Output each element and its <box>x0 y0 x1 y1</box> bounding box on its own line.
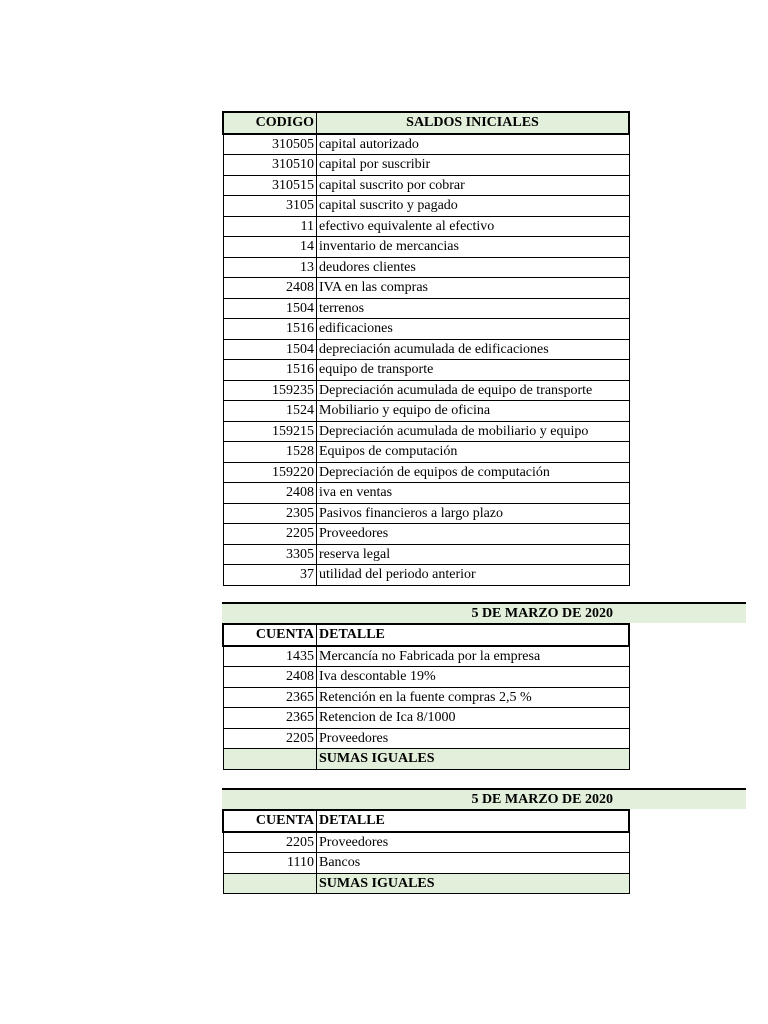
account-description: Proveedores <box>317 524 630 545</box>
table-row <box>223 462 629 483</box>
entry1-sum-row <box>223 749 629 770</box>
account-description: equipo de transporte <box>317 360 630 381</box>
account-code: 2408 <box>223 278 317 299</box>
table-row <box>223 708 629 729</box>
account-description: deudores clientes <box>317 257 630 278</box>
account-description: Depreciación de equipos de computación <box>317 462 630 483</box>
account-description: Retencion de Ica 8/1000 <box>317 708 630 729</box>
detalle-header: DETALLE <box>317 624 630 646</box>
account-description: Depreciación acumulada de mobiliario y equipo <box>317 421 630 442</box>
account-description: Equipos de computación <box>317 442 630 463</box>
account-description: Depreciación acumulada de equipo de transporte <box>317 380 630 401</box>
account-description: Retención en la fuente compras 2,5 % <box>317 687 630 708</box>
account-code: 310505 <box>223 134 317 155</box>
account-description: Pasivos financieros a largo plazo <box>317 503 630 524</box>
saldos-title-header: SALDOS INICIALES <box>317 112 630 134</box>
account-code: 2205 <box>223 728 317 749</box>
account-description: iva en ventas <box>317 483 630 504</box>
table-row <box>223 155 629 176</box>
detalle-header: DETALLE <box>317 810 630 832</box>
account-description: efectivo equivalente al efectivo <box>317 216 630 237</box>
account-description: Iva descontable 19% <box>317 667 630 688</box>
entry1-sum-label: SUMAS IGUALES <box>317 749 630 770</box>
account-code: 159220 <box>223 462 317 483</box>
account-code: 13 <box>223 257 317 278</box>
account-description: capital suscrito y pagado <box>317 196 630 217</box>
account-description: edificaciones <box>317 319 630 340</box>
account-code: 2205 <box>223 832 317 853</box>
account-description: Proveedores <box>317 728 630 749</box>
cuenta-header: CUENTA <box>223 624 317 646</box>
account-code: 2408 <box>223 667 317 688</box>
entry2-date: 5 DE MARZO DE 2020 <box>471 792 613 807</box>
table-row <box>223 687 629 708</box>
saldos-body <box>223 134 629 586</box>
table-row <box>223 380 629 401</box>
account-code: 2408 <box>223 483 317 504</box>
entry1-header-row <box>223 624 629 646</box>
account-description: capital suscrito por cobrar <box>317 175 630 196</box>
account-description: utilidad del periodo anterior <box>317 565 630 586</box>
account-code: 14 <box>223 237 317 258</box>
table-row <box>223 544 629 565</box>
account-code: 1516 <box>223 319 317 340</box>
table-row <box>223 442 629 463</box>
entry2-sum-label: SUMAS IGUALES <box>317 873 630 894</box>
table-row <box>223 503 629 524</box>
entry1-date: 5 DE MARZO DE 2020 <box>471 606 613 621</box>
account-description: Proveedores <box>317 832 630 853</box>
account-code: 37 <box>223 565 317 586</box>
account-code: 1504 <box>223 339 317 360</box>
account-description: terrenos <box>317 298 630 319</box>
entry1-date-band <box>222 602 746 623</box>
table-row <box>223 483 629 504</box>
entry2-sum-row <box>223 873 629 894</box>
table-row <box>223 278 629 299</box>
table-row <box>223 524 629 545</box>
account-description: depreciación acumulada de edificaciones <box>317 339 630 360</box>
saldos-iniciales-table <box>222 111 630 586</box>
table-row <box>223 853 629 874</box>
table-row <box>223 565 629 586</box>
table-row <box>223 646 629 667</box>
account-description: Mobiliario y equipo de oficina <box>317 401 630 422</box>
account-code: 1435 <box>223 646 317 667</box>
table-row <box>223 237 629 258</box>
account-code: 159235 <box>223 380 317 401</box>
account-code: 2205 <box>223 524 317 545</box>
entry2-date-band <box>222 788 746 809</box>
table-row <box>223 319 629 340</box>
account-code: 1524 <box>223 401 317 422</box>
account-description: Mercancía no Fabricada por la empresa <box>317 646 630 667</box>
account-description: capital por suscribir <box>317 155 630 176</box>
table-row <box>223 134 629 155</box>
table-row <box>223 175 629 196</box>
saldos-header-row <box>223 112 629 134</box>
codigo-header: CODIGO <box>223 112 317 134</box>
table-row <box>223 667 629 688</box>
table-row <box>223 401 629 422</box>
account-code: 1110 <box>223 853 317 874</box>
account-code: 310515 <box>223 175 317 196</box>
table-row <box>223 421 629 442</box>
table-row <box>223 360 629 381</box>
account-description: Bancos <box>317 853 630 874</box>
entry2-sum-code <box>223 873 317 894</box>
account-code: 1516 <box>223 360 317 381</box>
entry2-header-row <box>223 810 629 832</box>
account-code: 2365 <box>223 687 317 708</box>
table-row <box>223 728 629 749</box>
account-code: 3105 <box>223 196 317 217</box>
account-code: 159215 <box>223 421 317 442</box>
entry1-body <box>223 646 629 749</box>
table-row <box>223 216 629 237</box>
account-code: 1504 <box>223 298 317 319</box>
cuenta-header: CUENTA <box>223 810 317 832</box>
account-code: 2365 <box>223 708 317 729</box>
account-code: 2305 <box>223 503 317 524</box>
account-description: reserva legal <box>317 544 630 565</box>
table-row <box>223 339 629 360</box>
account-code: 1528 <box>223 442 317 463</box>
entry2-body <box>223 832 629 874</box>
table-row <box>223 298 629 319</box>
entry1-sum-code <box>223 749 317 770</box>
account-description: capital autorizado <box>317 134 630 155</box>
account-description: inventario de mercancias <box>317 237 630 258</box>
account-code: 11 <box>223 216 317 237</box>
entry1-table <box>222 623 630 770</box>
table-row <box>223 196 629 217</box>
entry2-table <box>222 809 630 894</box>
table-row <box>223 832 629 853</box>
account-code: 3305 <box>223 544 317 565</box>
table-row <box>223 257 629 278</box>
account-code: 310510 <box>223 155 317 176</box>
account-description: IVA en las compras <box>317 278 630 299</box>
